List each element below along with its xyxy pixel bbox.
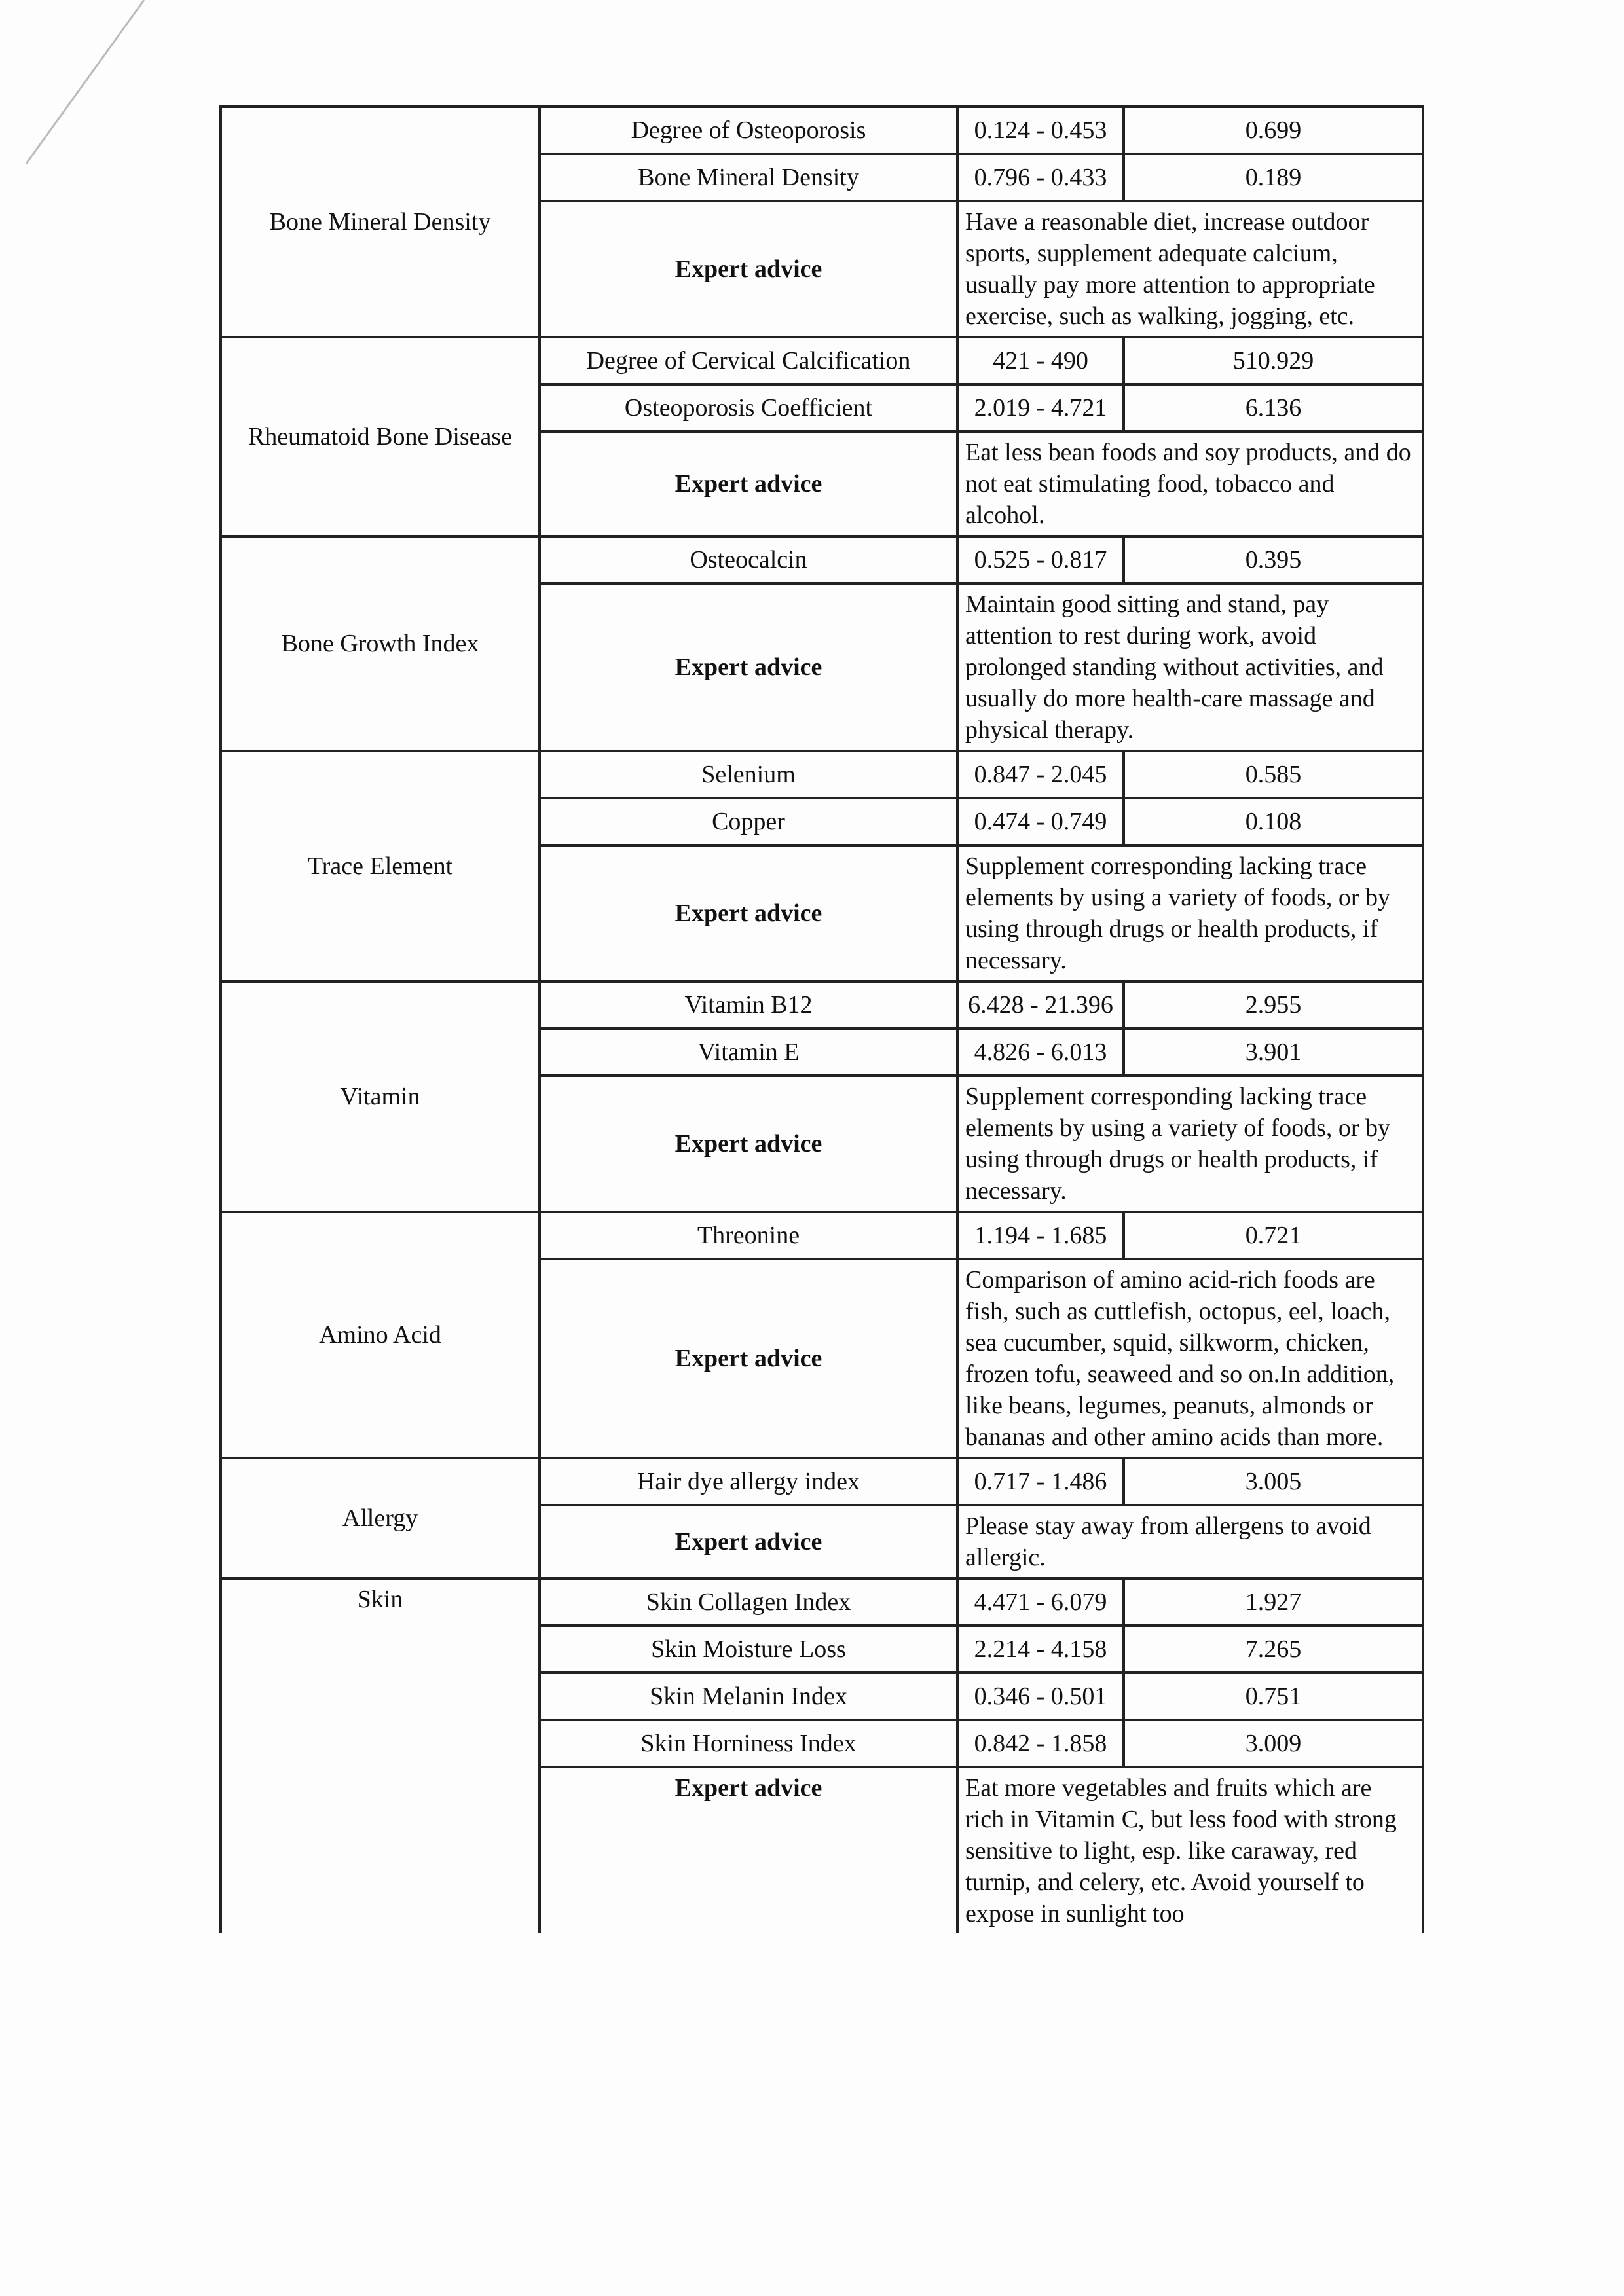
category-label: Rheumatoid Bone Disease <box>221 337 540 536</box>
normal-range: 0.525 - 0.817 <box>957 536 1124 583</box>
table-row <box>221 107 1423 154</box>
normal-range: 2.019 - 4.721 <box>957 384 1124 431</box>
table-row <box>221 1578 1423 1626</box>
measured-value: 510.929 <box>1124 337 1423 384</box>
parameter-name: Skin Horniness Index <box>540 1720 957 1767</box>
normal-range: 4.471 - 6.079 <box>957 1578 1124 1626</box>
normal-range: 4.826 - 6.013 <box>957 1029 1124 1076</box>
expert-advice-label: Expert advice <box>540 1076 957 1212</box>
normal-range: 1.194 - 1.685 <box>957 1212 1124 1259</box>
parameter-name: Vitamin E <box>540 1029 957 1076</box>
category-label: Skin <box>221 1578 540 1933</box>
parameter-name: Vitamin B12 <box>540 981 957 1029</box>
table-row <box>221 751 1423 798</box>
table-row <box>221 1458 1423 1505</box>
normal-range: 0.717 - 1.486 <box>957 1458 1124 1505</box>
expert-advice-text: Comparison of amino acid-rich foods are fish, such as cuttlefish, octopus, eel, loach, sea cucumber, squid, silkworm, chicken, frozen tofu, seaweed and so on.In addition, like beans, legumes, peanuts, almonds or bananas and other amino acids than more. <box>957 1259 1423 1458</box>
measured-value: 3.901 <box>1124 1029 1423 1076</box>
table-row <box>221 981 1423 1029</box>
parameter-name: Degree of Osteoporosis <box>540 107 957 154</box>
parameter-name: Bone Mineral Density <box>540 154 957 201</box>
measured-value: 3.009 <box>1124 1720 1423 1767</box>
normal-range: 0.796 - 0.433 <box>957 154 1124 201</box>
measured-value: 0.585 <box>1124 751 1423 798</box>
measured-value: 2.955 <box>1124 981 1423 1029</box>
expert-advice-text: Supplement corresponding lacking trace elements by using a variety of foods, or by using through drugs or health products, if necessary. <box>957 1076 1423 1212</box>
scan-artifact-line <box>13 0 157 170</box>
expert-advice-text: Supplement corresponding lacking trace elements by using a variety of foods, or by using through drugs or health products, if necessary. <box>957 845 1423 981</box>
expert-advice-label: Expert advice <box>540 845 957 981</box>
expert-advice-text: Please stay away from allergens to avoid allergic. <box>957 1505 1423 1578</box>
normal-range: 2.214 - 4.158 <box>957 1626 1124 1673</box>
measured-value: 3.005 <box>1124 1458 1423 1505</box>
expert-advice-label: Expert advice <box>540 583 957 751</box>
parameter-name: Degree of Cervical Calcification <box>540 337 957 384</box>
table-row <box>221 337 1423 384</box>
measured-value: 6.136 <box>1124 384 1423 431</box>
normal-range: 0.474 - 0.749 <box>957 798 1124 845</box>
category-label: Bone Mineral Density <box>221 107 540 337</box>
category-label: Trace Element <box>221 751 540 981</box>
parameter-name: Threonine <box>540 1212 957 1259</box>
measured-value: 0.721 <box>1124 1212 1423 1259</box>
normal-range: 0.124 - 0.453 <box>957 107 1124 154</box>
expert-advice-text: Eat less bean foods and soy products, and do not eat stimulating food, tobacco and alcohol. <box>957 431 1423 536</box>
measured-value: 0.189 <box>1124 154 1423 201</box>
health-report-table <box>219 105 1424 1933</box>
parameter-name: Osteoporosis Coefficient <box>540 384 957 431</box>
expert-advice-label: Expert advice <box>540 1767 957 1933</box>
expert-advice-label: Expert advice <box>540 1505 957 1578</box>
normal-range: 0.346 - 0.501 <box>957 1673 1124 1720</box>
measured-value: 7.265 <box>1124 1626 1423 1673</box>
expert-advice-label: Expert advice <box>540 201 957 337</box>
normal-range: 421 - 490 <box>957 337 1124 384</box>
parameter-name: Osteocalcin <box>540 536 957 583</box>
measured-value: 0.699 <box>1124 107 1423 154</box>
measured-value: 0.395 <box>1124 536 1423 583</box>
parameter-name: Hair dye allergy index <box>540 1458 957 1505</box>
expert-advice-label: Expert advice <box>540 1259 957 1458</box>
category-label: Allergy <box>221 1458 540 1578</box>
category-label: Bone Growth Index <box>221 536 540 751</box>
table-row <box>221 1212 1423 1259</box>
expert-advice-text: Have a reasonable diet, increase outdoor sports, supplement adequate calcium, usually pay more attention to appropriate exercise, such as walking, jogging, etc. <box>957 201 1423 337</box>
parameter-name: Skin Moisture Loss <box>540 1626 957 1673</box>
measured-value: 1.927 <box>1124 1578 1423 1626</box>
measured-value: 0.108 <box>1124 798 1423 845</box>
normal-range: 0.847 - 2.045 <box>957 751 1124 798</box>
parameter-name: Skin Collagen Index <box>540 1578 957 1626</box>
parameter-name: Copper <box>540 798 957 845</box>
expert-advice-text: Maintain good sitting and stand, pay attention to rest during work, avoid prolonged standing without activities, and usually do more health-care massage and physical therapy. <box>957 583 1423 751</box>
measured-value: 0.751 <box>1124 1673 1423 1720</box>
parameter-name: Selenium <box>540 751 957 798</box>
expert-advice-text: Eat more vegetables and fruits which are rich in Vitamin C, but less food with strong sensitive to light, esp. like caraway, red turnip, and celery, etc. Avoid yourself to expose in sunlight too <box>957 1767 1423 1933</box>
expert-advice-label: Expert advice <box>540 431 957 536</box>
table-row <box>221 536 1423 583</box>
category-label: Amino Acid <box>221 1212 540 1458</box>
parameter-name: Skin Melanin Index <box>540 1673 957 1720</box>
normal-range: 0.842 - 1.858 <box>957 1720 1124 1767</box>
category-label: Vitamin <box>221 981 540 1212</box>
normal-range: 6.428 - 21.396 <box>957 981 1124 1029</box>
